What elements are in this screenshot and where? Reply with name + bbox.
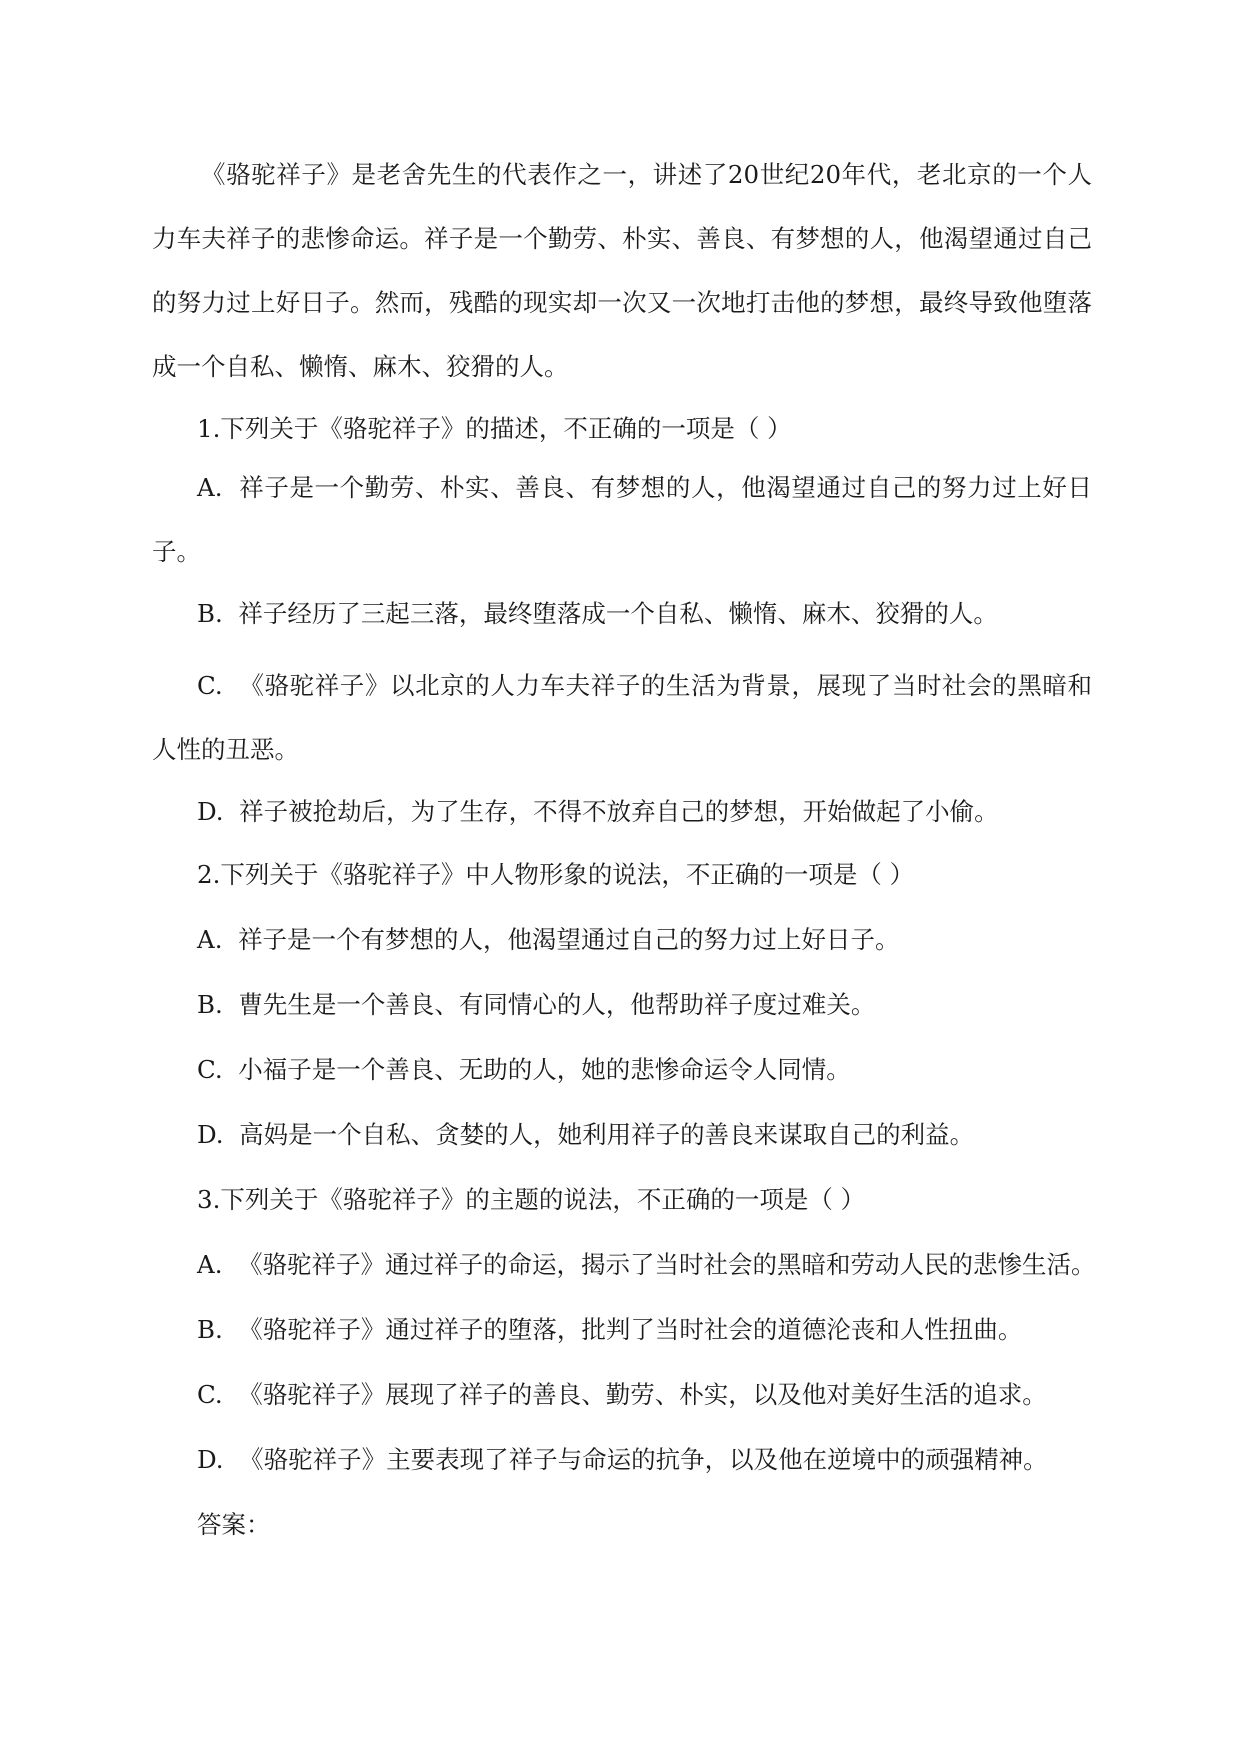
answer-label: 答案： bbox=[197, 1510, 271, 1539]
question-2-option-d bbox=[197, 1117, 1097, 1153]
question-1-option-b bbox=[197, 596, 1097, 632]
option-letter: D. bbox=[197, 1445, 224, 1474]
option-text: 祥子是一个有梦想的人，他渴望通过自己的努力过上好日子。 bbox=[238, 925, 900, 954]
question-3-option-d bbox=[197, 1442, 1097, 1478]
option-letter: B. bbox=[197, 990, 223, 1019]
option-text: 祥子经历了三起三落，最终堕落成一个自私、懒惰、麻木、狡猾的人。 bbox=[238, 599, 998, 628]
option-text: 《骆驼祥子》主要表现了祥子与命运的抗争，以及他在逆境中的顽强精神。 bbox=[239, 1445, 1048, 1474]
question-2-stem: 2.下列关于《骆驼祥子》中人物形象的说法，不正确的一项是（ ） bbox=[197, 860, 915, 889]
option-text: 高妈是一个自私、贪婪的人，她利用祥子的善良来谋取自己的利益。 bbox=[239, 1120, 975, 1149]
option-letter: A. bbox=[197, 473, 223, 502]
question-2-option-c bbox=[197, 1052, 1097, 1088]
option-letter: A. bbox=[197, 925, 223, 954]
option-letter: C. bbox=[197, 1380, 223, 1409]
question-1-stem: 1.下列关于《骆驼祥子》的描述，不正确的一项是（ ） bbox=[197, 414, 792, 443]
option-text: 《骆驼祥子》以北京的人力车夫祥子的生活为背景，展现了当时社会的黑暗和人性的丑恶。 bbox=[152, 671, 1092, 764]
intro-paragraph: 《骆驼祥子》是老舍先生的代表作之一，讲述了20世纪20年代，老北京的一个人力车夫祥子的悲惨命运。祥子是一个勤劳、朴实、善良、有梦想的人，他渴望通过自己的努力过上好日子。然而，残酷的现实却一次又一次地打击他的梦想，最终导致他堕落成一个自私、懒惰、麻木、狡猾的人。 bbox=[152, 160, 1092, 381]
question-3-option-b bbox=[197, 1312, 1097, 1348]
question-3-option-c bbox=[197, 1377, 1097, 1413]
option-text: 祥子是一个勤劳、朴实、善良、有梦想的人，他渴望通过自己的努力过上好日子。 bbox=[152, 473, 1093, 566]
option-letter: C. bbox=[197, 671, 223, 700]
option-letter: B. bbox=[197, 599, 223, 628]
option-text: 小福子是一个善良、无助的人，她的悲惨命运令人同情。 bbox=[238, 1055, 851, 1084]
question-2-option-b bbox=[197, 987, 1097, 1023]
option-text: 《骆驼祥子》通过祥子的堕落，批判了当时社会的道德沦丧和人性扭曲。 bbox=[238, 1315, 1023, 1344]
option-letter: B. bbox=[197, 1315, 223, 1344]
option-text: 祥子被抢劫后，为了生存，不得不放弃自己的梦想，开始做起了小偷。 bbox=[239, 797, 999, 826]
question-2-option-a bbox=[197, 922, 1097, 958]
option-letter: D. bbox=[197, 797, 224, 826]
option-letter: A. bbox=[197, 1250, 223, 1279]
question-1-option-c bbox=[152, 654, 1092, 782]
option-text: 《骆驼祥子》通过祥子的命运，揭示了当时社会的黑暗和劳动人民的悲惨生活。 bbox=[238, 1250, 1096, 1279]
option-text: 曹先生是一个善良、有同情心的人，他帮助祥子度过难关。 bbox=[238, 990, 876, 1019]
question-1-option-a bbox=[152, 456, 1092, 584]
option-letter: C. bbox=[197, 1055, 223, 1084]
question-1-option-d bbox=[197, 794, 1097, 830]
question-3-stem: 3.下列关于《骆驼祥子》的主题的说法，不正确的一项是（ ） bbox=[197, 1185, 866, 1214]
option-letter: D. bbox=[197, 1120, 224, 1149]
question-3-option-a bbox=[197, 1247, 1097, 1283]
option-text: 《骆驼祥子》展现了祥子的善良、勤劳、朴实，以及他对美好生活的追求。 bbox=[238, 1380, 1047, 1409]
